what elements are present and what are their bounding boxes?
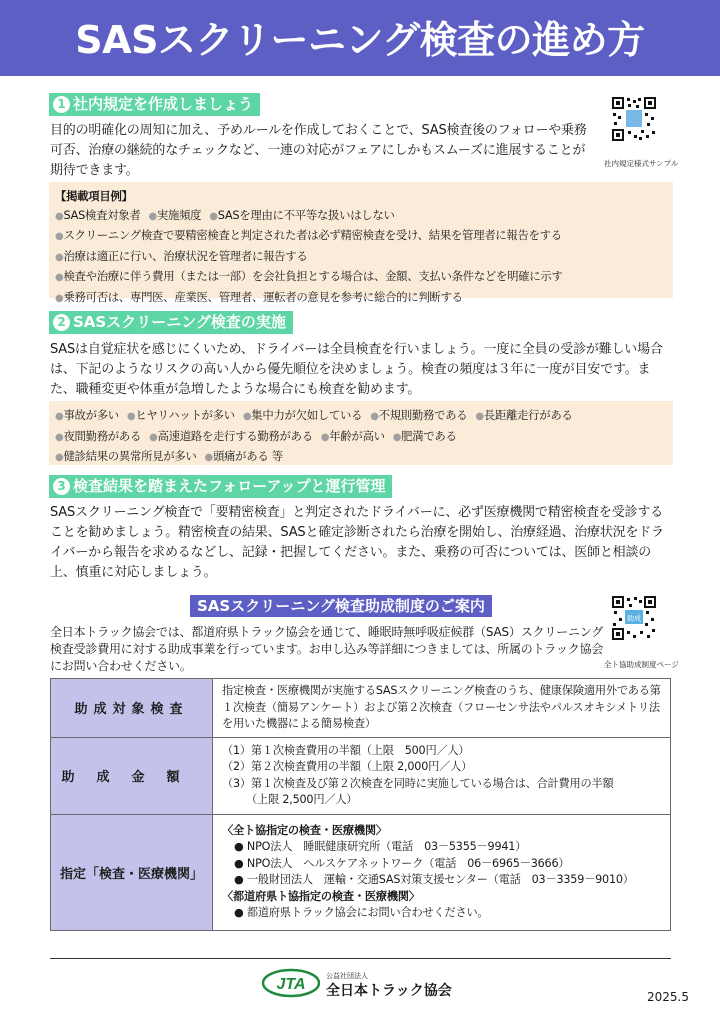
- list-item: ●治療は適正に行い、治療状況を管理者に報告する: [55, 248, 308, 263]
- list-item: ●検査や治療に伴う費用（または一部）を会社負担とする場合は、金額、支払い条件などを明確に示す: [55, 269, 563, 283]
- section2-heading-text: SASスクリーニング検査の実施: [73, 313, 286, 331]
- qr-code-aid[interactable]: [612, 596, 656, 640]
- table-row: [51, 814, 671, 930]
- section1-heading: [49, 93, 260, 116]
- section3-heading-text: 検査結果を踏まえたフォローアップと運行管理: [73, 477, 386, 495]
- section3-heading: [49, 475, 392, 498]
- footer-divider: [50, 958, 671, 959]
- institution-item: ● NPO法人 睡眠健康研究所（電話 03－5355－9941）: [234, 840, 527, 853]
- risk-row: ●夜間勤務がある ●高速道路を走行する勤務がある ●年齢が高い ●肥満である: [55, 428, 457, 443]
- amount-label: 助成金額: [51, 737, 213, 814]
- institution-subheading: 〈全ト協指定の検査・医療機関〉: [222, 823, 387, 837]
- items-box-heading: 【掲載項目例】: [55, 189, 133, 203]
- issue-date: 2025.5: [647, 990, 689, 1004]
- aid-description: 全日本トラック協会では、都道府県トラック協会を通じて、睡眠時無呼吸症候群（SAS）スクリーニング検査受診費用に対する助成事業を行っています。お申し込み等詳細につきましては、所属のトラック協会にお問い合わせください。: [50, 625, 604, 673]
- target-value: 指定検査・医療機関が実施するSASスクリーニング検査のうち、健康保険適用外である第１次検査（簡易アンケート）および第２次検査（フローセンサ法やパルスオキシメトリ法を用いた機器による簡易検査）: [213, 679, 671, 738]
- section1-body: 目的の明確化の周知に加え、予めルールを作成しておくことで、SAS検査後のフォローや乗務可否、治療の継続的なチェックなど、一連の対応がフェアにしかもスムーズに進展することが期待できます。: [50, 123, 587, 178]
- page-title: SASスクリーニング検査の進め方: [75, 18, 645, 62]
- qr-caption-rules: 社内規定様式サンプル: [604, 159, 679, 168]
- institution-subheading: 〈都道府県ト協指定の検査・医療機関〉: [222, 889, 420, 903]
- qr-caption-aid: 全ト協助成制度ページ: [604, 660, 679, 669]
- institution-item: ● 都道府県トラック協会にお問い合わせください。: [234, 906, 489, 919]
- section3-body: SASスクリーニング検査で「要精密検査」と判定されたドライバーに、必ず医療機関で精密検査を受診することを勧めましょう。精密検査の結果、SASと確定診断されたら治療を開始し、治療経過、治療状況をドライバーから報告を求めるなどし、記録・把握してください。また、乗務の可否については、医師と相談の上、慎重に対応しましょう。: [50, 505, 664, 580]
- jta-logo-text: JTA: [276, 976, 306, 993]
- section1-number: 1: [53, 96, 70, 113]
- jta-logo-mark: [262, 968, 320, 998]
- list-item: ●スクリーニング検査で要精密検査と判定された者は必ず精密検査を受け、結果を管理者に報告をする: [55, 228, 562, 242]
- org-name: 全日本トラック協会: [326, 983, 452, 999]
- aid-heading: SASスクリーニング検査助成制度のご案内: [190, 595, 492, 617]
- aid-table: [50, 678, 671, 931]
- section1-items-box: [49, 182, 673, 304]
- institution-value: [213, 814, 671, 930]
- section1-heading-text: 社内規定を作成しましょう: [73, 95, 254, 113]
- section2-body: SASは自覚症状を感じにくいため、ドライバーは全員検査を行いましょう。一度に全員の受診が難しい場合は、下記のようなリスクの高い人から優先順位を決めましょう。検査の頻度は３年に一度が目安です。また、職種変更や体重が急増したような場合にも検査を勧めます。: [50, 342, 663, 397]
- amount-item: （3）第１次検査及び第２次検査を同時に実施している場合は、合計費用の半額: [222, 776, 614, 790]
- list-item: ●乗務可否は、専門医、産業医、管理者、運転者の意見を参考に総合的に判断する: [55, 289, 463, 304]
- qr-aid-label: 助成: [627, 614, 641, 623]
- amount-note: （上限 2,500円／人）: [246, 793, 358, 806]
- institution-item: ● NPO法人 ヘルスケアネットワーク（電話 06－6965－3666）: [234, 856, 570, 870]
- section2-risk-box: [49, 401, 673, 465]
- target-label: 助成対象検査: [51, 679, 213, 738]
- list-item: ●SAS検査対象者 ●実施頻度 ●SASを理由に不平等な扱いはしない: [55, 207, 395, 222]
- org-type: 公益社団法人: [326, 972, 368, 980]
- section3-number: 3: [53, 478, 70, 495]
- table-row: [51, 737, 671, 814]
- page-header: [0, 0, 720, 76]
- table-row: [51, 679, 671, 738]
- qr-code-rules[interactable]: [612, 97, 656, 141]
- risk-row: ●健診結果の異常所見が多い ●頭痛がある 等: [55, 449, 283, 463]
- amount-item: （1）第１次検査費用の半額（上限 500円／人）: [222, 743, 470, 757]
- institution-item: ● 一般財団法人 運輸・交通SAS対策支援センター（電話 03－3359－9010）: [234, 873, 634, 886]
- amount-item: （2）第２次検査費用の半額（上限 2,000円／人）: [222, 760, 473, 773]
- amount-value: [213, 737, 671, 814]
- section2-number: 2: [53, 314, 70, 331]
- section2-heading: [49, 311, 293, 334]
- institution-label: 指定「検査・医療機関」: [51, 814, 213, 930]
- risk-row: ●事故が多い ●ヒヤリハットが多い ●集中力が欠如している ●不規則勤務である ●長距離走行がある: [55, 408, 573, 422]
